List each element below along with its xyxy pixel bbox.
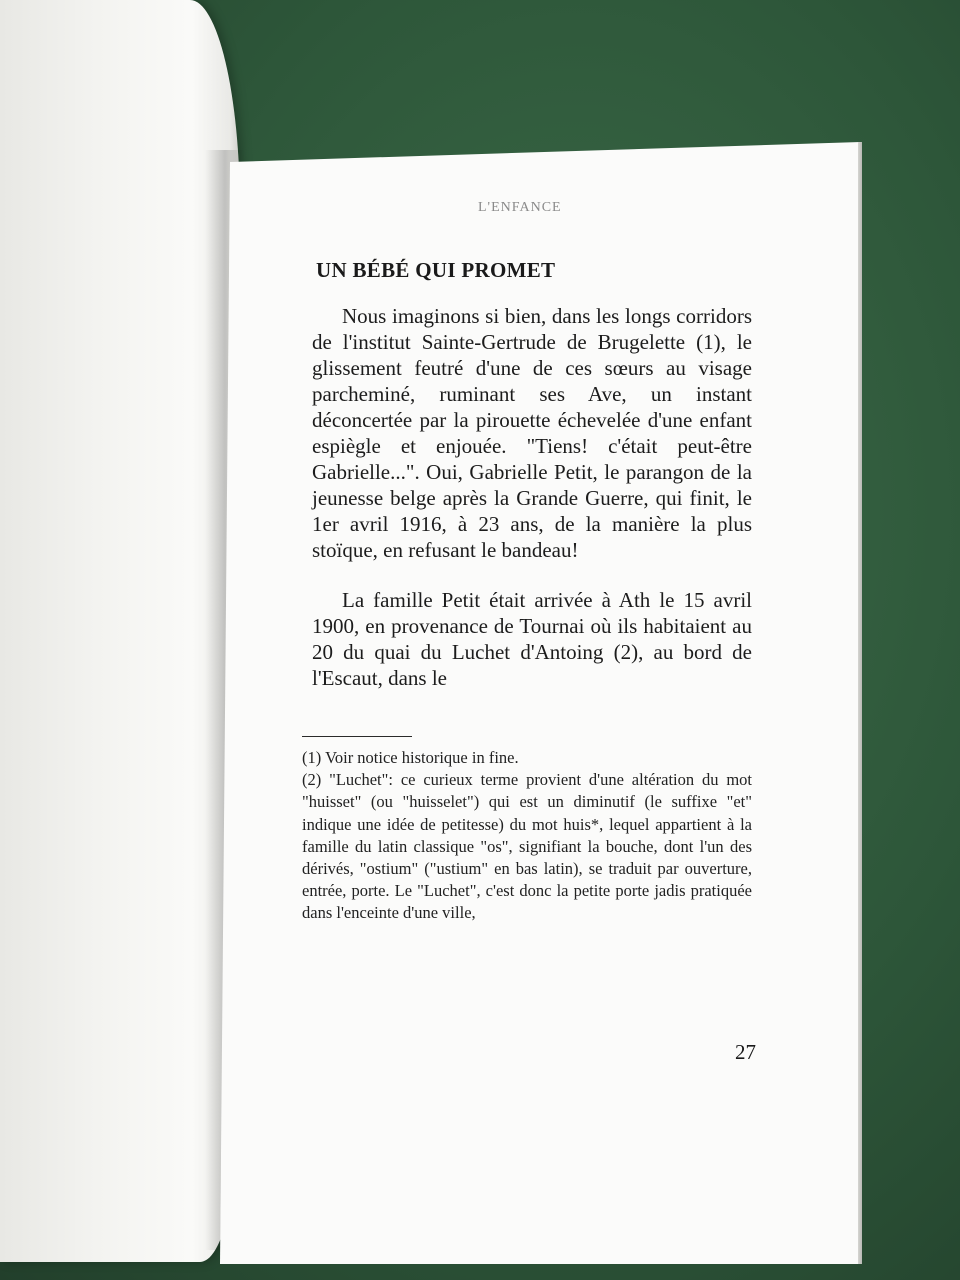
page-number: 27 <box>735 1040 756 1064</box>
page-edge <box>858 142 862 1264</box>
body-text <box>312 303 752 691</box>
running-head: L'ENFANCE <box>478 200 562 215</box>
footnote: (1) Voir notice historique in fine. <box>302 748 519 767</box>
paragraph: Nous imaginons si bien, dans les longs corridors de l'institut Sainte-Gertrude de Brugelette (1), le glissement feutré d'une de ces sœurs au visage parcheminé, ruminant ses Ave, un instant déconcertée par la pirouette échevelée d'une enfant espiègle et enjouée. "Tiens! c'était peut-être Gabrielle...". Oui, Gabrielle Petit, le parangon de la jeunesse belge après la Grande Guerre, qui finit, le 1er avril 1916, à 23 ans, de la manière la plus stoïque, en refusant le bandeau! <box>312 304 752 562</box>
left-page <box>0 0 240 1262</box>
footnote-separator <box>302 736 412 737</box>
chapter-title: UN BÉBÉ QUI PROMET <box>316 258 556 282</box>
paragraph: La famille Petit était arrivée à Ath le 15 avril 1900, en provenance de Tournai où ils habitaient au 20 du quai du Luchet d'Antoing (2), au bord de l'Escaut, dans le <box>312 588 752 690</box>
footnote: (2) "Luchet": ce curieux terme provient d'une altération du mot "huisset" (ou "huisselet") qui est un diminutif (le suffixe "et" indique une idée de petitesse) du mot huis*, lequel appartient à la famille du latin classique "os", signifiant la bouche, dont l'un des dérivés, "ostium" ("ustium" en bas latin), se traduit par ouverture, entrée, porte. Le "Luchet", c'est donc la petite porte jadis pratiquée dans l'enceinte d'une ville, <box>302 770 752 923</box>
footnotes <box>302 747 752 925</box>
